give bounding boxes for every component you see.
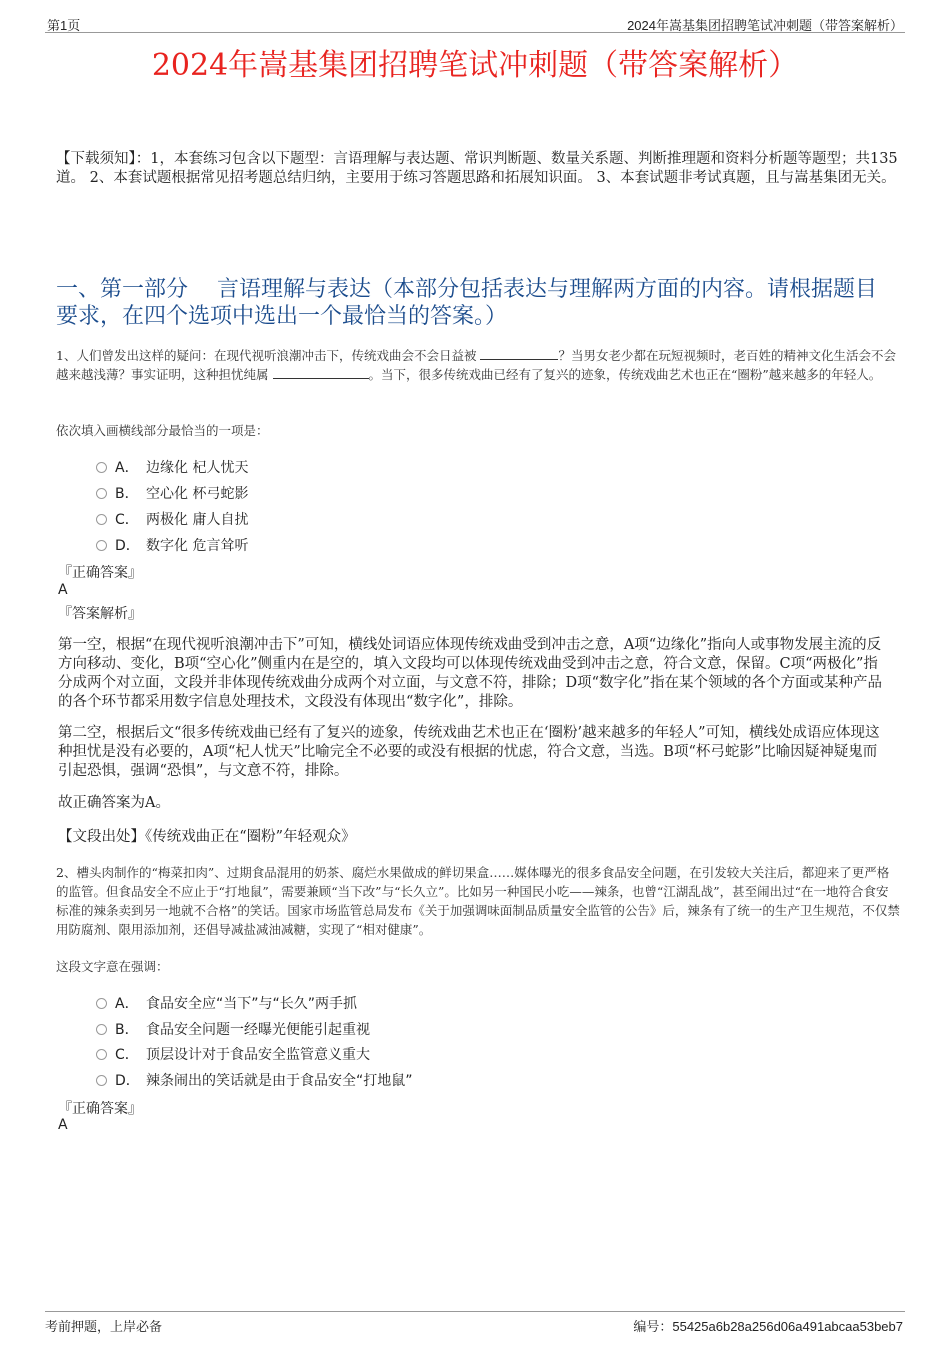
option-a[interactable]: [96, 993, 357, 1013]
option-b[interactable]: [96, 483, 248, 503]
analysis-label: 『答案解析』: [58, 606, 142, 622]
option-a[interactable]: [96, 457, 248, 477]
answer-label: 『正确答案』: [58, 1101, 142, 1117]
option-letter: D．: [115, 1073, 140, 1089]
analysis-paragraph: 第二空，根据后文“很多传统戏曲已经有了复兴的迹象，传统戏曲艺术也正在‘圈粉’越来越多的年轻人”可知，横线处成语应体现这种担忧是没有必要的，A项“杞人忧天”比喻完全不必要的或没有根据的忧虑，符合文意，当选。B项“杯弓蛇影”比喻因疑神疑鬼而引起恐惧，强调“恐惧”，与文意不符，排除。: [58, 725, 880, 779]
header-doc-title: 2024年嵩基集团招聘笔试冲刺题（带答案解析）: [627, 18, 903, 33]
answer-value: A: [58, 582, 68, 598]
option-text: 两极化 庸人自扰: [146, 512, 249, 528]
radio-icon[interactable]: [96, 488, 107, 499]
analysis-conclusion: 故正确答案为A。: [58, 795, 170, 811]
question-2-prompt: 这段文字意在强调：: [56, 959, 169, 974]
radio-icon[interactable]: [96, 1024, 107, 1035]
source-citation: 【文段出处】《传统戏曲正在“圈粉”年轻观众》: [58, 829, 356, 845]
stem-part: 1、人们曾发出这样的疑问：在现代视听浪潮冲击下，传统戏曲会不会日益被: [56, 348, 477, 363]
blank-1: [480, 347, 558, 360]
option-text: 食品安全问题一经曝光便能引起重视: [146, 1022, 370, 1038]
option-letter: B．: [115, 1022, 139, 1038]
question-1-prompt: 依次填入画横线部分最恰当的一项是：: [56, 423, 269, 438]
option-text: 辣条闹出的笑话就是由于食品安全“打地鼠”: [146, 1073, 413, 1089]
radio-icon[interactable]: [96, 540, 107, 551]
option-text: 顶层设计对于食品安全监管意义重大: [146, 1047, 370, 1063]
option-letter: B．: [115, 486, 139, 502]
page-title: 2024年嵩基集团招聘笔试冲刺题（带答案解析）: [151, 48, 799, 83]
blank-2: [273, 366, 369, 379]
answer-value: A: [58, 1117, 68, 1133]
option-text: 数字化 危言耸听: [146, 538, 249, 554]
question-2-stem: 2、槽头肉制作的“梅菜扣肉”、过期食品混用的奶茶、腐烂水果做成的鲜切果盒……媒体曝光的很多食品安全问题，在引发较大关注后，都迎来了更严格的监管。但食品安全不应止于“打地鼠”，需要兼顾“当下改”与“长久立”。比如另一种国民小吃——辣条，也曾“江湖乱战”，甚至闹出过“在一地符合食安标准的辣条卖到另一地就不合格”的笑话。国家市场监管总局发布《关于加强调味面制品质量安全监管的公告》后，辣条有了统一的生产卫生规范，不仅禁用防腐剂、限用添加剂，还倡导减盐减油减糖，实现了“相对健康”。: [56, 865, 900, 937]
option-b[interactable]: [96, 1019, 370, 1039]
option-text: 空心化 杯弓蛇影: [146, 486, 249, 502]
page-number: 第1页: [47, 18, 81, 33]
section-heading: 一、第一部分 言语理解与表达（本部分包括表达与理解两方面的内容。请根据题目要求，在四个选项中选出一个最恰当的答案。）: [56, 277, 877, 329]
radio-icon[interactable]: [96, 998, 107, 1009]
radio-icon[interactable]: [96, 462, 107, 473]
page-footer: [45, 1311, 905, 1335]
analysis-paragraph: 第一空，根据“在现代视听浪潮冲击下”可知，横线处词语应体现传统戏曲受到冲击之意，A项“边缘化”指向人或事物发展主流的反方向移动、变化，B项“空心化”侧重内在是空的，填入文段均可以体现传统戏曲受到冲击之意，符合文意，保留。C项“两极化”指分成两个对立面，文段并非体现传统戏曲分成两个对立面，与文意不符，排除；D项“数字化”指在某个领域的各个方面或某种产品的各个环节都采用数字信息处理技术，文段没有体现出“数字化”，排除。: [58, 637, 882, 710]
footer-slogan: 考前押题，上岸必备: [45, 1319, 163, 1334]
option-text: 食品安全应“当下”与“长久”两手抓: [146, 996, 358, 1012]
stem-part: ？当男女老少都在玩短视频时，老百姓的精神文化生活会不会越来越浅薄？事实证明，这种担忧纯属: [56, 348, 896, 382]
question-1-stem: [56, 346, 901, 384]
option-c[interactable]: [96, 1044, 370, 1064]
stem-part: 。当下，很多传统戏曲已经有了复兴的迹象，传统戏曲艺术也正在“圈粉”越来越多的年轻人。: [368, 367, 882, 382]
radio-icon[interactable]: [96, 1049, 107, 1060]
option-letter: C．: [115, 512, 139, 528]
option-d[interactable]: [96, 1070, 413, 1090]
download-notice: 【下载须知】：1，本套练习包含以下题型：言语理解与表达题、常识判断题、数量关系题、判断推理题和资料分析题等题型；共135道。 2、本套试题根据常见招考题总结归纳，主要用于练习答题思路和拓展知识面。 3、本套试题非考试真题，且与嵩基集团无关。: [56, 151, 898, 186]
option-letter: C．: [115, 1047, 139, 1063]
option-letter: A．: [115, 460, 139, 476]
option-d[interactable]: [96, 535, 248, 555]
option-letter: A．: [115, 996, 139, 1012]
answer-label: 『正确答案』: [58, 565, 142, 581]
page-header: [45, 14, 905, 33]
radio-icon[interactable]: [96, 1075, 107, 1086]
document-code: 编号：55425a6b28a256d06a491abcaa53beb7: [633, 1319, 903, 1334]
option-c[interactable]: [96, 509, 248, 529]
radio-icon[interactable]: [96, 514, 107, 525]
option-text: 边缘化 杞人忧天: [146, 460, 249, 476]
option-letter: D．: [115, 538, 140, 554]
